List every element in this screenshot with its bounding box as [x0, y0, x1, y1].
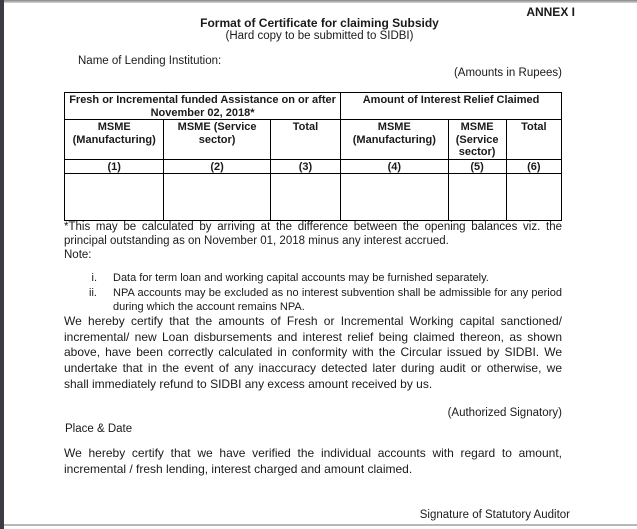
statutory-auditor-signature-label: Signature of Statutory Auditor [419, 509, 570, 521]
col-number-1: (1) [65, 159, 164, 174]
table-entry-cell-2 [164, 174, 270, 221]
group-header-interest-relief: Amount of Interest Relief Claimed [341, 93, 562, 120]
col-header-msme-manufacturing-2: MSME (Manufacturing) [341, 120, 448, 160]
annex-label: ANNEX I [526, 5, 575, 19]
table-column-number-row [65, 159, 562, 174]
table-entry-cell-5 [448, 174, 506, 221]
note-label: Note: [64, 249, 92, 261]
table-entry-cell-6 [506, 174, 561, 221]
note-item-1-text: Data for term loan and working capital accounts may be furnished separately. [113, 272, 489, 284]
table-entry-cell-1 [65, 174, 164, 221]
document-title: Format of Certificate for claiming Subsidy [200, 16, 439, 30]
document-subtitle: (Hard copy to be submitted to SIDBI) [225, 30, 414, 42]
authorized-signatory-label: (Authorized Signatory) [447, 407, 562, 419]
col-number-3: (3) [270, 159, 340, 174]
col-number-2: (2) [164, 159, 270, 174]
page-left-border [0, 0, 4, 529]
table-group-header-row [65, 93, 562, 120]
note-list [64, 271, 562, 315]
note-item-1 [64, 271, 562, 286]
col-header-msme-service-1: MSME (Service sector) [164, 120, 270, 160]
group-header-fresh-assistance: Fresh or Incremental funded Assistance on or after November 02, 2018* [65, 93, 341, 120]
table-entry-row [65, 174, 562, 221]
table-column-header-row [65, 120, 562, 160]
col-number-4: (4) [341, 159, 448, 174]
col-header-total-2: Total [506, 120, 561, 160]
place-date-label: Place & Date [65, 423, 133, 435]
note-item-2-marker: ii. [89, 286, 97, 299]
certification-paragraph-1: We hereby certify that the amounts of Fresh or Incremental Working capital sanctioned/ incremental/ new Loan disbursements and interest relief being claimed thereon, as shown above, have been correctly calculated in conformity with the Circular issued by SIDBI. We undertake that in the event of any inaccuracy detected later during audit or otherwise, we shall immediately refund to SIDBI any excess amount received by us. [64, 314, 562, 391]
col-header-msme-manufacturing-1: MSME (Manufacturing) [65, 120, 164, 160]
col-header-total-1: Total [270, 120, 340, 160]
subsidy-claim-table [64, 92, 562, 221]
document-content [64, 0, 575, 529]
col-number-5: (5) [448, 159, 506, 174]
table-footnote: *This may be calculated by arriving at the difference between the opening balances viz. the principal outstanding as on November 01, 2018 minus any interest accrued. [64, 221, 562, 247]
col-header-msme-service-2: MSME (Service sector) [448, 120, 506, 160]
lending-institution-label: Name of Lending Institution: [78, 55, 222, 67]
note-item-2-text: NPA accounts may be excluded as no interest subvention shall be admissible for any period during which the account remains NPA. [113, 286, 562, 313]
amounts-unit-note: (Amounts in Rupees) [453, 67, 562, 79]
col-number-6: (6) [506, 159, 561, 174]
table-entry-cell-4 [341, 174, 448, 221]
table-entry-cell-3 [270, 174, 340, 221]
note-item-1-marker: i. [91, 272, 97, 284]
certification-paragraph-2: We hereby certify that we have verified the individual accounts with regard to amount, incremental / fresh lending, interest charged and amount claimed. [64, 446, 562, 476]
note-item-2 [64, 286, 562, 315]
